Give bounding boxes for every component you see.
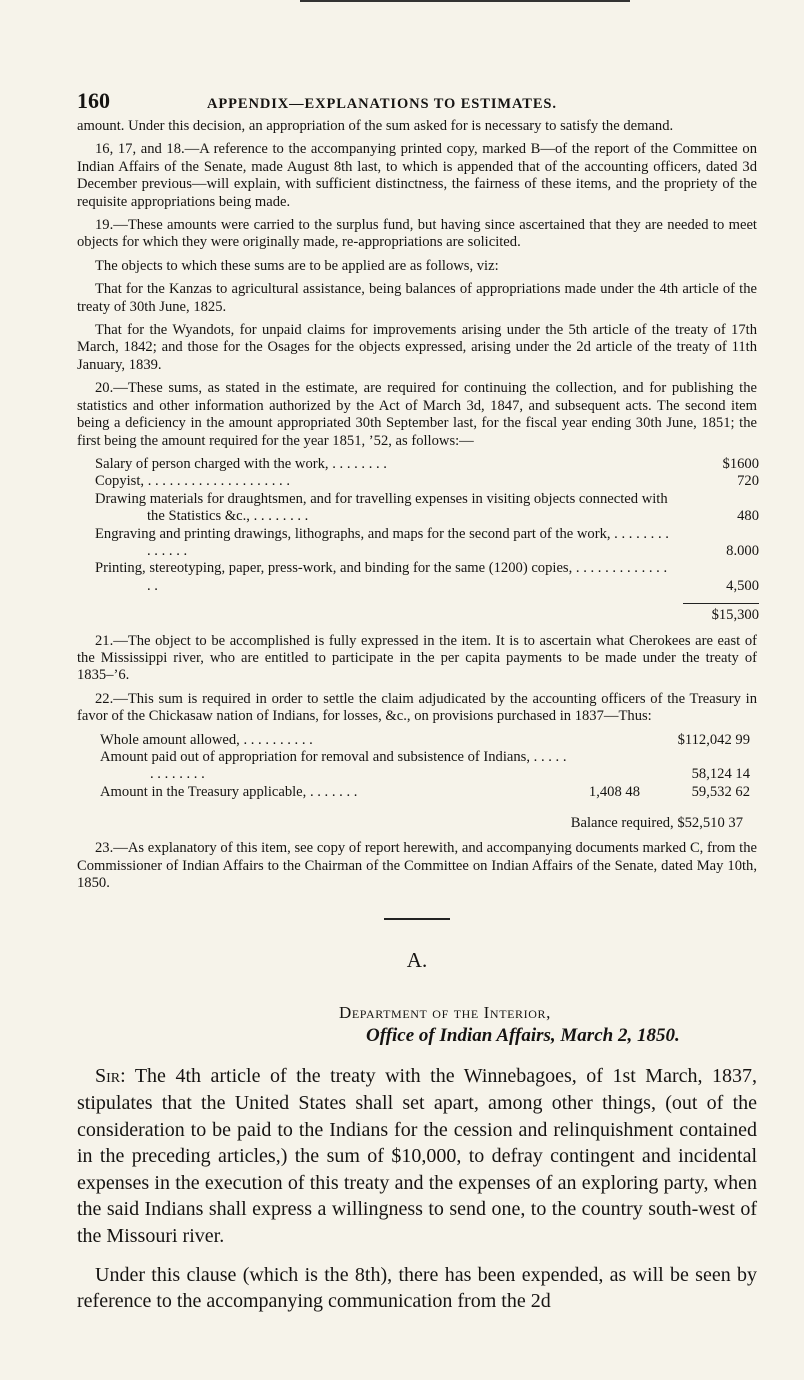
row-amount: $112,042 99 (677, 731, 750, 748)
letter-label: A. (406, 948, 428, 973)
salutation: Sir: (95, 1065, 126, 1088)
table-row (95, 491, 759, 526)
table-row (100, 784, 750, 801)
row-amount: 480 (737, 508, 759, 525)
row-amount: 8.000 (726, 542, 759, 559)
letter-body-second: Under this clause (which is the 8th), there has been expended, as will be seen by reference to the accompanying communication from the 2d (77, 1263, 757, 1313)
row-amount: 4,500 (726, 577, 759, 594)
paragraph-objects: The objects to which these sums are to be applied are as follows, viz: (95, 257, 499, 274)
paragraph-20: 20.—These sums, as stated in the estimate, are required for continuing the collection, and for publishing the statistics and other information authorized by the Act of March 3d, 1847, and subsequent acts. The second item being a deficiency in the amount appropriated 30th September last, for the fiscal year ending 30th June, 1851; the first being the amount required for the year 1851, ’52, as follows:— (77, 380, 757, 449)
table-total: $15,300 (711, 607, 759, 624)
row-amount: $1600 (722, 455, 759, 472)
table-row (95, 473, 759, 490)
table-row (100, 732, 750, 749)
table-row (95, 456, 759, 473)
paragraph-kanzas: That for the Kanzas to agricultural assistance, being balances of appropriations made under the 4th article of the treaty of 30th June, 1825. (77, 281, 757, 315)
row-description: Printing, stereotyping, paper, press-work, and binding for the same (1200) copies, . . . . . . . . . . . . . . . (95, 560, 668, 594)
paragraph-continuation: amount. Under this decision, an appropriation of the sum asked for is necessary to satisfy the demand. (77, 118, 674, 134)
paragraph-16-18: 16, 17, and 18.—A reference to the accompanying printed copy, marked B—of the report of the Committee on Indian Affairs of the Senate, made August 8th last, to which is appended that of the accounting officers, dated 3d December previous—will explain, with sufficient distinctness, the fairness of these items, and the propriety of the requisite appropriations being made. (77, 141, 757, 210)
paragraph-21: 21.—The object to be accomplished is fully expressed in the item. It is to ascertain what Cherokees are east of the Mississippi river, who are entitled to participate in the per capita payments to be made under the treaty of 1835–’6. (77, 632, 757, 684)
table-row (100, 749, 750, 784)
row-description: Whole amount allowed, . . . . . . . . . . (100, 731, 313, 748)
office-line: Office of Indian Affairs, March 2, 1850. (366, 1025, 680, 1047)
top-rule (300, 0, 630, 2)
row-amount: 720 (737, 473, 759, 490)
page-number: 160 (77, 88, 110, 113)
expense-table (95, 456, 759, 625)
row-subamount: 1,408 48 (588, 783, 640, 800)
table-row (95, 526, 759, 561)
chickasaw-table (100, 732, 750, 802)
row-description: Engraving and printing drawings, lithographs, and maps for the second part of the work, . . . . . . . . . . . . . . (95, 525, 669, 559)
paragraph-23: 23.—As explanatory of this item, see copy of report herewith, and accompanying documents marked C, from the Commissioner of Indian Affairs to the Chairman of the Committee on Indian Affairs of the Senate, dated May 10th, 1850. (77, 840, 757, 892)
paragraph-19: 19.—These amounts were carried to the surplus fund, but having since ascertained that they are needed to meet objects for which they were originally made, re-appropriations are solicited. (77, 217, 757, 251)
table-row (95, 560, 759, 595)
row-description: Copyist, . . . . . . . . . . . . . . . . . . . . (95, 473, 290, 490)
balance-required: Balance required, $52,510 37 (570, 815, 743, 832)
row-description: Amount paid out of appropriation for removal and subsistence of Indians, . . . . . . . . . . . . . (100, 749, 567, 783)
page-header (77, 88, 757, 118)
section-separator (384, 918, 450, 920)
row-amount: 59,532 62 (691, 783, 750, 800)
row-description: Amount in the Treasury applicable, . . . . . . . (100, 783, 358, 800)
paragraph-22: 22.—This sum is required in order to settle the claim adjudicated by the accounting officers of the Treasury in favor of the Chickasaw nation of Indians, for losses, &c., on provisions purchased in 1837—Thus: (77, 690, 757, 725)
row-description: Salary of person charged with the work, . . . . . . . . (95, 455, 387, 472)
row-description: Drawing materials for draughtsmen, and for travelling expenses in visiting objects connected with the Statistics &c., . . . . . . . . (95, 490, 668, 525)
paragraph-wyandots: That for the Wyandots, for unpaid claims for improvements arising under the 5th article of the treaty of 17th March, 1842; and those for the Osages for the objects expressed, arising under the 2d article of the treaty of 11th January, 1839. (77, 322, 757, 373)
letter-office-date (366, 1025, 757, 1047)
page (77, 88, 757, 1317)
row-amount: 58,124 14 (691, 766, 750, 783)
total-rule (683, 603, 759, 604)
running-head: APPENDIX—EXPLANATIONS TO ESTIMATES. (207, 96, 557, 112)
letter-text-first: The 4th article of the treaty with the Winnebagoes, of 1st March, 1837, stipulates that the United States shall set apart, among other things, (out of the consideration to be paid to the Indians for the cession and relinquishment contained in the preceding articles,) the sum of $10,000, to defray contingent and incidental expenses in the execution of this treaty and the expenses of an exploring party, when the said Indians shall express a willingness to send one, to the country south-west of the Missouri river. (77, 1065, 758, 1247)
letter-department: Department of the Interior, (339, 1003, 551, 1023)
letter-body-first (77, 1063, 757, 1249)
